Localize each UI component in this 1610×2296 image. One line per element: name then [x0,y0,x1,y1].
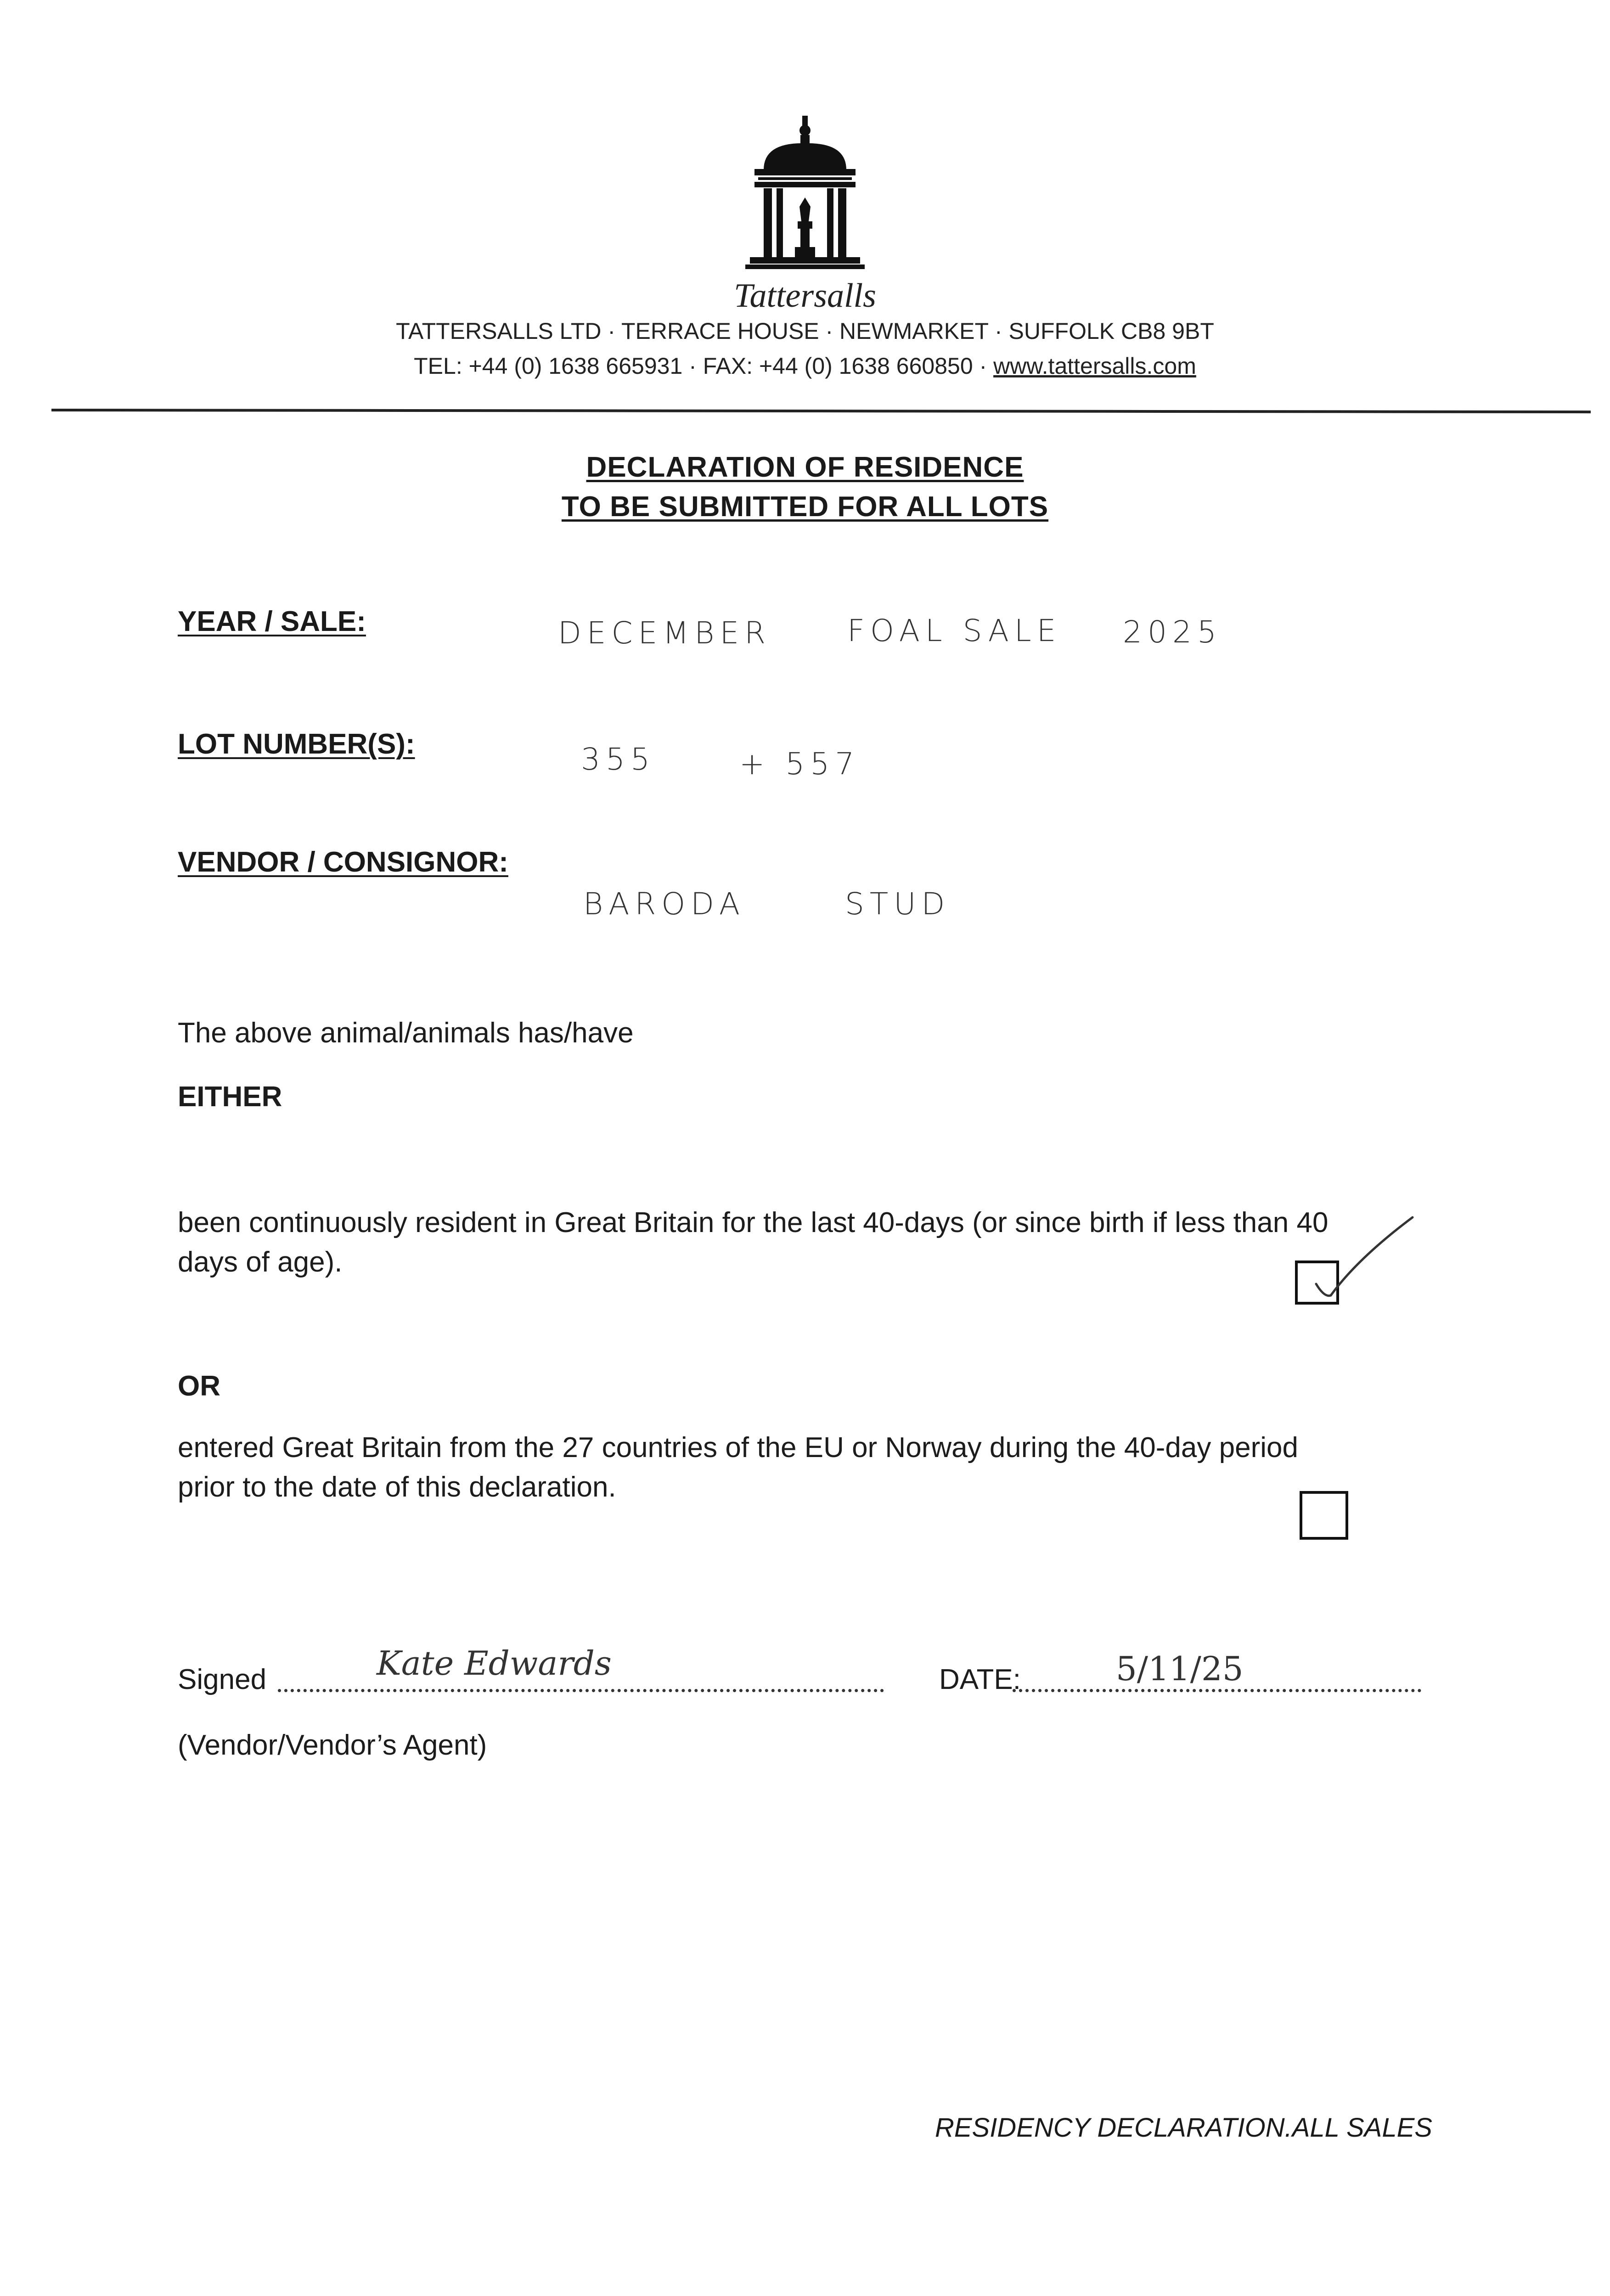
vendor-name-1: BARODA [583,886,745,922]
option1-line1: been continuously resident in Great Britain for the last 40-days (or since birth if less than 40 [178,1207,1329,1238]
year-sale-month: DECEMBER [558,615,771,651]
year-sale-name: FOAL SALE [847,613,1062,648]
signed-label: Signed [178,1664,267,1695]
date-value: 5/11/25 [1116,1649,1244,1688]
document-subtitle: TO BE SUBMITTED FOR ALL LOTS [561,491,1049,523]
lot-number-2: + 557 [739,746,860,782]
either-heading: EITHER [178,1081,282,1113]
phone-fax: TEL: +44 (0) 1638 665931 · FAX: +44 (0) 1638 660850 · [414,353,994,379]
option1-line2: days of age). [178,1246,343,1278]
or-heading: OR [178,1370,220,1402]
year-sale-year: 2025 [1123,614,1222,650]
option1-checkbox[interactable] [1295,1261,1339,1305]
footer-document-name: RESIDENCY DECLARATION.ALL SALES [934,2113,1432,2143]
lot-numbers-label: LOT NUMBER(S): [178,728,415,760]
website-link[interactable]: www.tattersalls.com [993,353,1196,379]
document-title: DECLARATION OF RESIDENCE [586,451,1024,483]
option2-checkbox[interactable] [1300,1491,1348,1540]
checkmark-icon [1302,1204,1422,1314]
lot-number-1: 355 [581,742,655,777]
tattersalls-logo [736,115,874,280]
vendor-label: VENDOR / CONSIGNOR: [178,846,508,878]
company-address: TATTERSALLS LTD · TERRACE HOUSE · NEWMARKET · SUFFOLK CB8 9BT [396,318,1214,344]
vendor-name-2: STUD [845,886,951,922]
brand-name: Tattersalls [734,277,876,315]
intro-text: The above animal/animals has/have [178,1017,634,1049]
signature-value: Kate Edwards [377,1644,612,1683]
date-label: DATE: [939,1664,1021,1695]
option2-line2: prior to the date of this declaration. [178,1471,616,1503]
header-divider [51,409,1591,413]
contact-line [0,353,1610,379]
signer-role: (Vendor/Vendor’s Agent) [178,1729,487,1761]
year-sale-label: YEAR / SALE: [178,606,366,637]
signature-line [278,1684,884,1692]
option2-line1: entered Great Britain from the 27 countries of the EU or Norway during the 40-day period [178,1432,1298,1463]
